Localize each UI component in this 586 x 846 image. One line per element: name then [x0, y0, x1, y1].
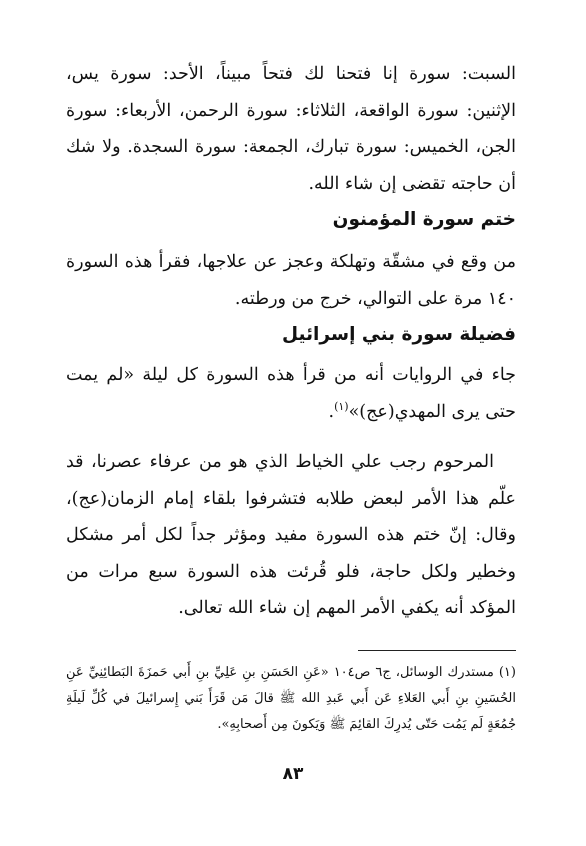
paragraph-weekly-surahs: السبت: سورة إنا فتحنا لك فتحاً مبيناً، الأحد: سورة يس، الإثنين: سورة الواقعة، الثلاثاء: سورة الرحمن، الأربعاء: سورة الجن، الخميس: سورة تبارك، الجمعة: سورة السجدة. ولا شك أن حاجته تقضى إن شاء الله.: [66, 64, 516, 194]
footnote-text: مستدرك الوسائل، ج٦ ص١٠٤ «عَنِ الحَسَنِ بنِ عَلِيِّ بنِ أَبي حَمزَةَ البَطائِنِيِّ عَنِ الحُسَينِ بنِ أَبي العَلاءِ عَن أَبي عَبدِ الله ﷺ قالَ مَن قَرَأَ بَني إِسرائيلَ في كُلِّ لَيلَةِ جُمُعَةٍ لَم يَمُت حَتّى يُدرِكَ القائِمَ ﷺ وَيَكونَ مِن أَصحابِهِ».: [66, 665, 516, 732]
paragraph-muminun: من وقع في مشقّة وتهلكة وعجز عن علاجها، فقرأ هذه السورة ١٤٠ مرة على التوالي، خرج من ورطته.: [66, 252, 516, 309]
footnote-divider: [358, 650, 516, 651]
paragraph-bani-israil-text: جاء في الروايات أنه من قرأ هذه السورة كل ليلة «لم يمت حتى يرى المهدي(عج)»: [66, 365, 516, 422]
footnote-number: (١): [498, 665, 516, 680]
paragraph-bani-israil: [66, 357, 516, 430]
footnote-reference[interactable]: (١): [334, 399, 349, 413]
heading-bani-israil: فضيلة سورة بني إسرائيل: [282, 324, 516, 345]
paragraph-bani-israil-end: .: [328, 401, 335, 422]
footnote: [66, 660, 516, 738]
page-number: ٨٣: [282, 764, 304, 784]
paragraph-khayyat: المرحوم رجب علي الخياط الذي هو من عرفاء عصرنا، قد علّم هذا الأمر لبعض طلابه فتشرفوا بلقاء إمام الزمان(عج)، وقال: إنّ ختم هذه السورة مفيد ومؤثر جداً لكل أمر مشكل وخطير ولكل حاجة، فلو قُرئت هذه السورة سبع مرات من المؤكد أنه يكفي الأمر المهم إن شاء الله تعالى.: [66, 452, 516, 618]
heading-muminun: ختم سورة المؤمنون: [332, 209, 516, 230]
